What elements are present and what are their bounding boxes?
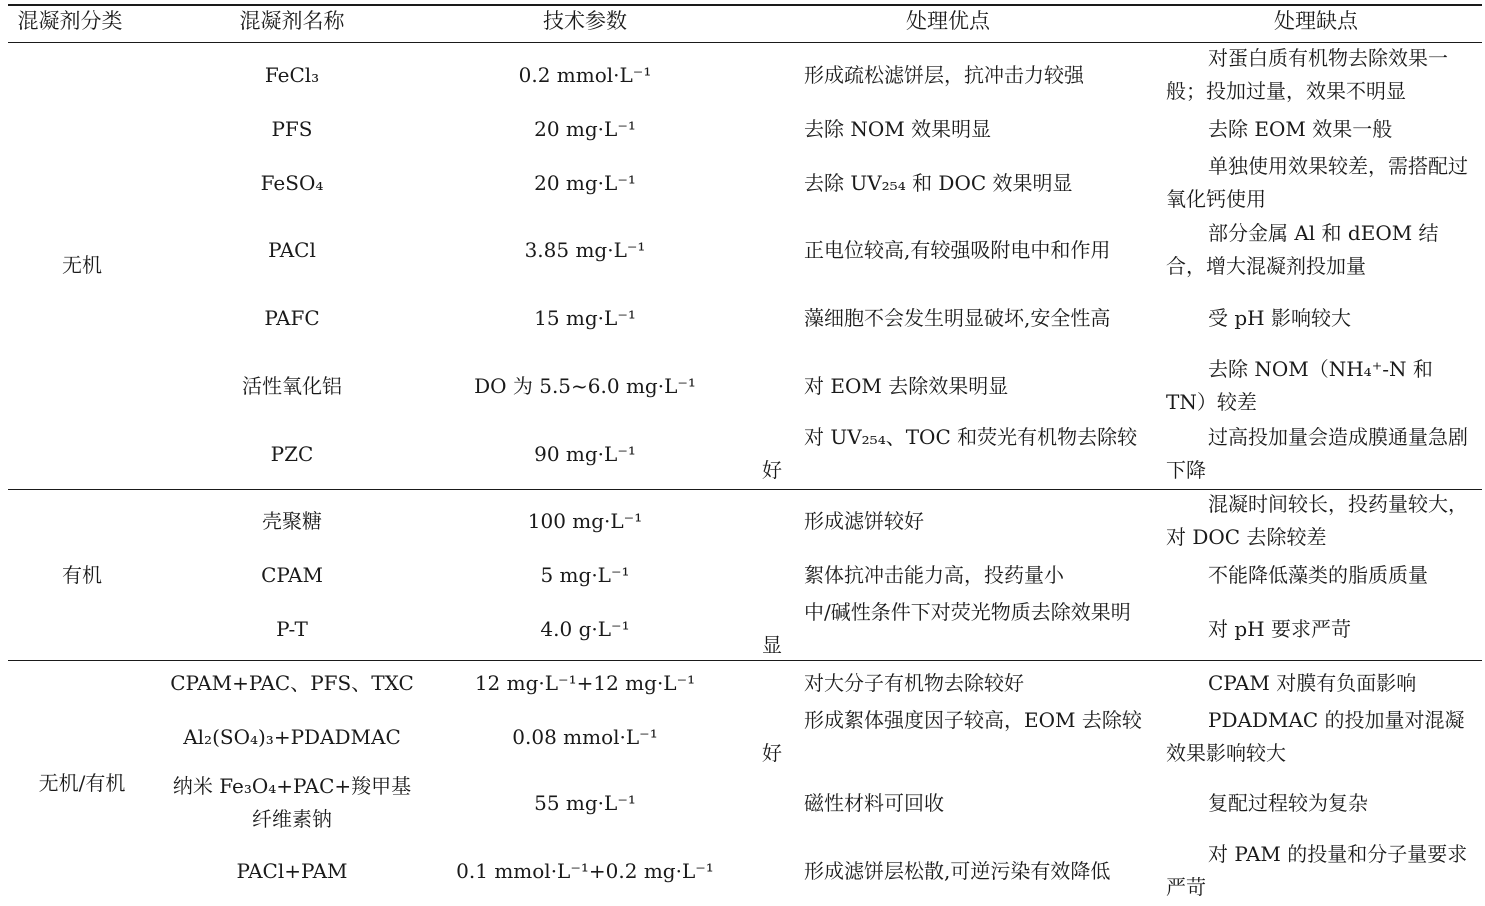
disadvantage-text: 过高投加量会造成膜通量急剧下降	[1166, 425, 1468, 482]
coagulant-name: PFS	[271, 116, 313, 141]
advantage-text: 去除 NOM 效果明显	[804, 116, 992, 141]
category-inorganic: 无机	[62, 253, 102, 277]
coagulant-name: P-T	[276, 616, 308, 641]
tech-parameter: 100 mg·L⁻¹	[527, 508, 643, 533]
tech-parameter: 5 mg·L⁻¹	[540, 562, 630, 587]
coagulant-name: FeSO₄	[260, 170, 324, 195]
header-name: 混凝剂名称	[239, 9, 345, 33]
category-composite: 无机/有机	[38, 771, 126, 795]
coagulant-name: 活性氧化铝	[242, 373, 342, 398]
advantage-text: 形成滤饼层松散,可逆污染有效降低	[804, 858, 1111, 883]
advantage-text: 正电位较高,有较强吸附电中和作用	[804, 237, 1111, 262]
disadvantage-text: 去除 EOM 效果一般	[1208, 116, 1393, 141]
top-rule	[8, 4, 1482, 6]
advantage-text: 对 UV₂₅₄、TOC 和荧光有机物去除较好	[762, 425, 1138, 482]
tech-parameter: 3.85 mg·L⁻¹	[524, 237, 646, 262]
tech-parameter: DO 为 5.5~6.0 mg·L⁻¹	[474, 373, 696, 398]
advantage-text: 磁性材料可回收	[804, 790, 944, 815]
disadvantage-text: 单独使用效果较差，需搭配过氧化钙使用	[1166, 154, 1468, 211]
header-param: 技术参数	[543, 9, 627, 33]
coagulant-name: Al₂(SO₄)₃+PDADMAC	[183, 724, 401, 749]
disadvantage-text: 不能降低藻类的脂质质量	[1208, 562, 1428, 587]
coagulant-name: 纳米 Fe₃O₄+PAC+羧甲基纤维素钠	[172, 774, 412, 831]
group-divider	[8, 660, 1482, 661]
header-category: 混凝剂分类	[17, 9, 123, 33]
disadvantage-text: 混凝时间较长，投药量较大，对 DOC 去除较差	[1166, 492, 1468, 549]
coagulant-name: CPAM+PAC、PFS、TXC	[170, 670, 414, 695]
disadvantage-text: 对蛋白质有机物去除效果一般；投加过量，效果不明显	[1166, 46, 1448, 103]
coagulant-name: CPAM	[261, 562, 323, 587]
coagulant-name: PACl+PAM	[236, 858, 348, 883]
tech-parameter: 20 mg·L⁻¹	[534, 116, 636, 141]
tech-parameter: 20 mg·L⁻¹	[534, 170, 636, 195]
advantage-text: 形成絮体强度因子较高，EOM 去除较好	[762, 708, 1142, 765]
disadvantage-text: CPAM 对膜有负面影响	[1208, 670, 1417, 695]
coagulant-name: 壳聚糖	[262, 508, 322, 533]
advantage-text: 絮体抗冲击能力高，投药量小	[804, 562, 1064, 587]
disadvantage-text: 去除 NOM（NH₄⁺-N 和 TN）较差	[1166, 357, 1433, 414]
disadvantage-text: 对 PAM 的投量和分子量要求严苛	[1166, 842, 1468, 899]
disadvantage-text: 受 pH 影响较大	[1208, 305, 1351, 330]
advantage-text: 藻细胞不会发生明显破坏,安全性高	[804, 305, 1111, 330]
tech-parameter: 55 mg·L⁻¹	[534, 790, 636, 815]
advantage-text: 去除 UV₂₅₄ 和 DOC 效果明显	[804, 170, 1073, 195]
disadvantage-text: 对 pH 要求严苛	[1208, 616, 1351, 641]
tech-parameter: 0.2 mmol·L⁻¹	[518, 62, 652, 87]
header-disadvantage: 处理缺点	[1274, 9, 1358, 33]
advantage-text: 对 EOM 去除效果明显	[804, 373, 1009, 398]
tech-parameter: 0.1 mmol·L⁻¹+0.2 mg·L⁻¹	[456, 858, 714, 883]
coagulant-name: FeCl₃	[264, 62, 320, 87]
advantage-text: 中/碱性条件下对荧光物质去除效果明显	[762, 600, 1131, 657]
disadvantage-text: 复配过程较为复杂	[1208, 790, 1368, 815]
tech-parameter: 90 mg·L⁻¹	[534, 441, 636, 466]
tech-parameter: 4.0 g·L⁻¹	[540, 616, 630, 641]
category-organic: 有机	[62, 563, 102, 587]
coagulant-name: PACl	[268, 237, 316, 262]
tech-parameter: 12 mg·L⁻¹+12 mg·L⁻¹	[474, 670, 696, 695]
advantage-text: 对大分子有机物去除较好	[804, 670, 1024, 695]
tech-parameter: 15 mg·L⁻¹	[534, 305, 636, 330]
tech-parameter: 0.08 mmol·L⁻¹	[512, 724, 658, 749]
disadvantage-text: PDADMAC 的投加量对混凝效果影响较大	[1166, 708, 1465, 765]
advantage-text: 形成滤饼较好	[804, 508, 924, 533]
advantage-text: 形成疏松滤饼层，抗冲击力较强	[804, 62, 1084, 87]
coagulant-name: PAFC	[264, 305, 320, 330]
header-advantage: 处理优点	[906, 9, 990, 33]
disadvantage-text: 部分金属 Al 和 dEOM 结合，增大混凝剂投加量	[1166, 221, 1439, 278]
coagulant-name: PZC	[270, 441, 314, 466]
